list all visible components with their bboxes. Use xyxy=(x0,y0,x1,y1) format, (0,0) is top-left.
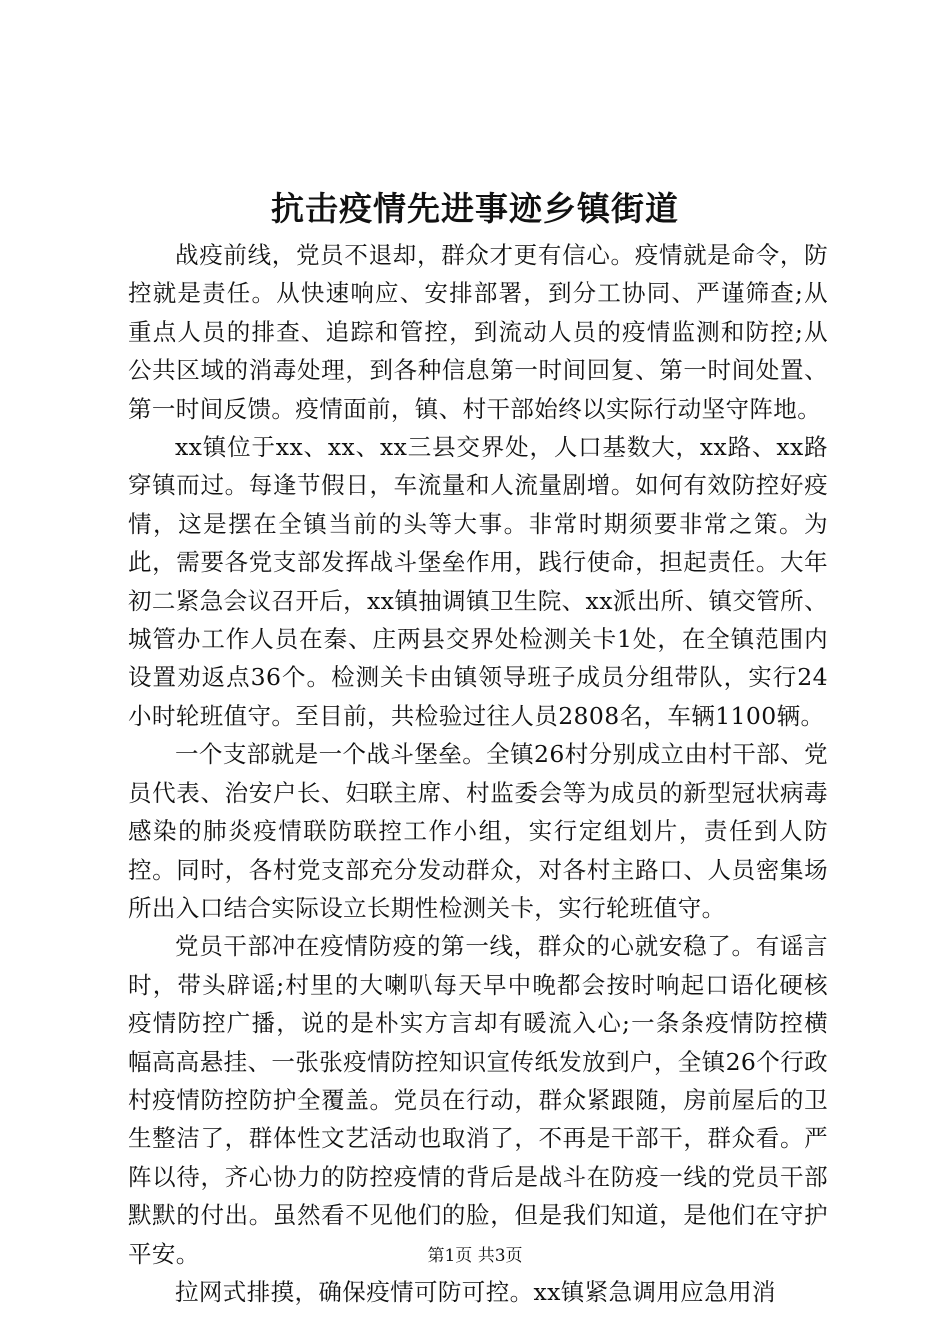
paragraph: xx镇位于xx、xx、xx三县交界处，人口基数大，xx路、xx路穿镇而过。每逢节假日，车流量和人流量剧增。如何有效防控好疫情，这是摆在全镇当前的头等大事。非常时期须要非常之策。为此，需要各党支部发挥战斗堡垒作用，践行使命，担起责任。大年初二紧急会议召开后，xx镇抽调镇卫生院、xx派出所、镇交管所、城管办工作人员在秦、庄两县交界处检测关卡1处，在全镇范围内设置劝返点36个。检测关卡由镇领导班子成员分组带队，实行24小时轮班值守。至目前，共检验过往人员2808名，车辆1100辆。 xyxy=(128,433,828,730)
document-body xyxy=(128,236,828,1311)
paragraph: 拉网式排摸，确保疫情可防可控。xx镇紧急调用应急用消 xyxy=(175,1277,776,1306)
document-title: 抗击疫情先进事迹乡镇街道 xyxy=(271,189,679,228)
paragraph: 一个支部就是一个战斗堡垒。全镇26村分别成立由村干部、党员代表、治安户长、妇联主席、村监委会等为成员的新型冠状病毒感染的肺炎疫情联防联控工作小组，实行定组划片，责任到人防控。同时，各村党支部充分发动群众，对各村主路口、人员密集场所出入口结合实际设立长期性检测关卡，实行轮班值守。 xyxy=(128,740,828,922)
paragraph: 战疫前线，党员不退却，群众才更有信心。疫情就是命令，防控就是责任。从快速响应、安排部署，到分工协同、严谨筛查;从重点人员的排查、追踪和管控，到流动人员的疫情监测和防控;从公共区域的消毒处理，到各种信息第一时间回复、第一时间处置、第一时间反馈。疫情面前，镇、村干部始终以实际行动坚守阵地。 xyxy=(128,241,828,423)
page-number: 第1页 共3页 xyxy=(427,1246,523,1266)
paragraph: 党员干部冲在疫情防疫的第一线，群众的心就安稳了。有谣言时，带头辟谣;村里的大喇叭每天早中晚都会按时响起口语化硬核疫情防控广播，说的是朴实方言却有暖流入心;一条条疫情防控横幅高高悬挂、一张张疫情防控知识宣传纸发放到户，全镇26个行政村疫情防控防护全覆盖。党员在行动，群众紧跟随，房前屋后的卫生整洁了，群体性文艺活动也取消了，不再是干部干，群众看。严阵以待，齐心协力的防控疫情的背后是战斗在防疫一线的党员干部默默的付出。虽然看不见他们的脸，但是我们知道，是他们在守护平安。 xyxy=(128,932,828,1268)
